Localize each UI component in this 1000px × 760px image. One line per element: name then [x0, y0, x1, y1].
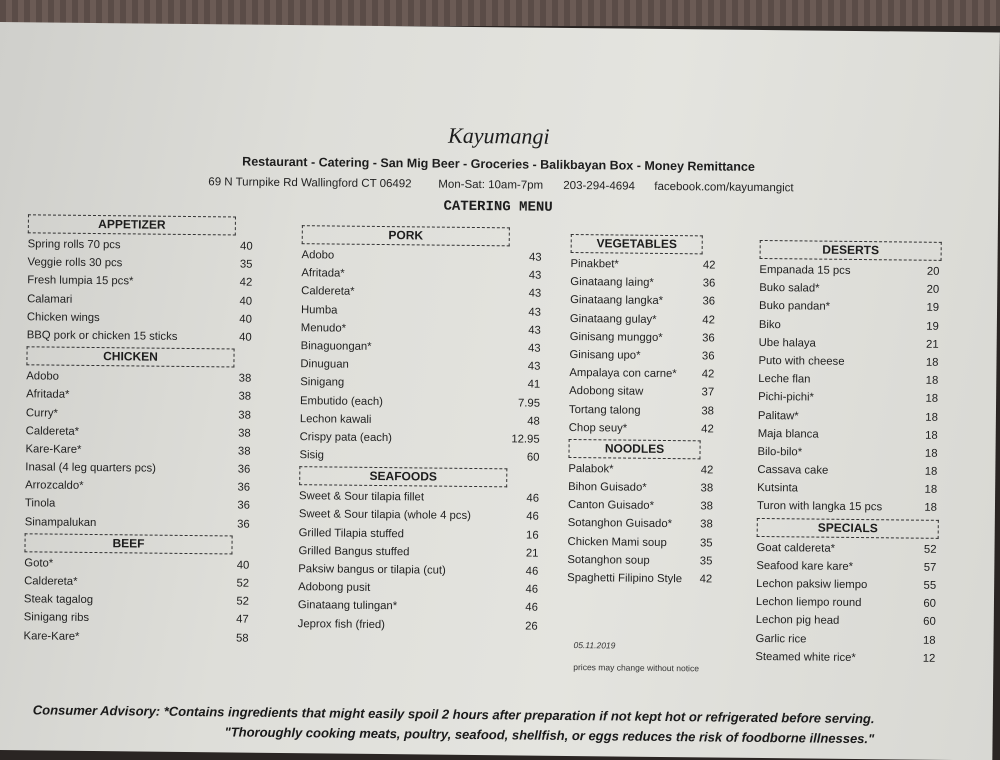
- menu-item-name: Sinigang: [300, 376, 345, 389]
- menu-item: [25, 495, 250, 516]
- menu-item-name: Ginisang munggo*: [569, 330, 663, 344]
- menu-item: [759, 334, 939, 354]
- catering-menu-title: CATERING MENU: [443, 198, 553, 216]
- menu-item-price: 38: [238, 427, 251, 440]
- menu-item: [28, 235, 253, 256]
- menu-item-name: Fresh lumpia 15 pcs*: [27, 274, 134, 288]
- menu-item-name: Pinakbet*: [570, 257, 619, 271]
- menu-item: [298, 615, 538, 636]
- menu-item-price: 19: [926, 302, 940, 315]
- menu-item-name: Buko salad*: [759, 282, 820, 295]
- menu-item: [299, 446, 539, 467]
- menu-item-name: Canton Guisado*: [567, 499, 655, 513]
- menu-item-name: Embutido (each): [299, 394, 384, 408]
- menu-item: [25, 458, 250, 479]
- menu-item-price: 43: [527, 342, 541, 355]
- menu-item-name: Sotanghon soup: [567, 553, 650, 567]
- menu-item-price: 48: [527, 415, 540, 428]
- menu-item-name: Goat caldereta*: [756, 541, 836, 555]
- menu-item-name: Ube halaya: [758, 336, 816, 350]
- menu-item-price: 42: [699, 573, 713, 586]
- address: 69 N Turnpike Rd Wallingford CT 06492: [208, 176, 412, 191]
- menu-column-2: [298, 223, 542, 635]
- menu-item-name: Seafood kare kare*: [756, 559, 854, 573]
- menu-item-price: 19: [926, 320, 939, 333]
- menu-item-name: Menudo*: [300, 321, 347, 335]
- menu-sheet: [0, 22, 1000, 760]
- menu-item-price: 7.95: [517, 396, 541, 410]
- menu-item-name: Afritada*: [26, 388, 70, 402]
- menu-item-price: 18: [924, 465, 938, 478]
- menu-item: [567, 569, 712, 589]
- menu-item: [569, 382, 714, 402]
- menu-item-price: 46: [526, 510, 539, 524]
- menu-item: [568, 496, 713, 516]
- menu-item-price: 37: [701, 386, 715, 399]
- menu-item-price: 18: [925, 356, 939, 369]
- menu-item-name: Bihon Guisado*: [568, 481, 647, 494]
- section-header-specials: SPECIALS: [757, 518, 939, 539]
- menu-item-price: 18: [925, 429, 938, 442]
- menu-item-price: 35: [699, 555, 713, 568]
- menu-item-price: 38: [237, 445, 251, 458]
- price-notice: prices may change without notice: [573, 662, 700, 674]
- menu-item-price: 52: [236, 577, 250, 590]
- section-header-deserts: DESERTS: [760, 240, 942, 261]
- menu-item-name: Adobong sitaw: [569, 385, 644, 399]
- menu-item-name: Tinola: [24, 497, 56, 511]
- restaurant-services: Restaurant - Catering - San Mig Beer - Groceries - Balikbayan Box - Money Remittance: [242, 154, 755, 174]
- menu-item: [568, 460, 713, 480]
- menu-item-price: 41: [527, 378, 541, 391]
- menu-item-name: Maja blanca: [757, 427, 819, 441]
- menu-item-price: 43: [527, 360, 541, 373]
- menu-item-price: 21: [926, 338, 939, 351]
- menu-item: [759, 261, 939, 281]
- menu-item: [26, 404, 251, 425]
- menu-item: [758, 370, 938, 390]
- menu-item-name: Kare-Kare*: [23, 629, 80, 643]
- menu-item-price: 47: [236, 613, 249, 627]
- menu-column-4: [755, 238, 939, 668]
- menu-item-name: Calamari: [27, 292, 73, 306]
- section-header-noodles: NOODLES: [568, 439, 700, 459]
- menu-item-name: Steamed white rice*: [755, 650, 856, 664]
- menu-item-name: Lechon liempo round: [755, 596, 862, 610]
- menu-item-price: 43: [528, 306, 542, 319]
- menu-item-price: 38: [238, 409, 251, 422]
- section-header-appetizer: APPETIZER: [28, 214, 236, 235]
- menu-item-name: Inasal (4 leg quarters pcs): [25, 461, 157, 475]
- menu-item-price: 18: [924, 502, 938, 515]
- menu-item: [27, 326, 252, 347]
- menu-item: [27, 290, 252, 311]
- menu-item-name: Veggie rolls 30 pcs: [27, 256, 123, 270]
- menu-item-price: 20: [926, 283, 940, 297]
- menu-item: [758, 352, 938, 372]
- menu-item-name: Spaghetti Filipino Style: [567, 571, 683, 586]
- menu-item-name: Caldereta*: [25, 424, 80, 438]
- menu-item-price: 52: [236, 595, 250, 608]
- menu-item: [26, 367, 251, 388]
- section-header-vegetables: VEGETABLES: [571, 234, 703, 254]
- menu-item: [26, 422, 251, 443]
- menu-item-price: 36: [237, 481, 251, 494]
- menu-item: [25, 440, 250, 461]
- menu-item-price: 38: [238, 372, 252, 385]
- menu-item-price: 18: [924, 447, 938, 460]
- menu-item-price: 42: [700, 464, 714, 477]
- menu-item-price: 40: [239, 313, 252, 326]
- menu-item-name: Dinuguan: [300, 358, 349, 371]
- menu-item: [757, 443, 937, 463]
- menu-item: [570, 255, 715, 275]
- menu-item-name: Sotanghon Guisado*: [567, 517, 673, 531]
- menu-item-name: Humba: [300, 303, 338, 317]
- menu-item-name: Paksiw bangus or tilapia (cut): [298, 563, 446, 577]
- menu-item: [757, 461, 937, 481]
- menu-item: [570, 291, 715, 311]
- menu-item-price: 60: [923, 597, 937, 611]
- menu-item-price: 60: [923, 616, 936, 629]
- menu-item-name: Lechon kawali: [299, 412, 372, 426]
- menu-item-price: 21: [525, 547, 539, 560]
- menu-item-name: Leche flan: [758, 373, 811, 386]
- menu-item-price: 38: [700, 500, 714, 513]
- menu-item-name: Ginataang laing*: [570, 276, 654, 290]
- menu-item-price: 36: [702, 295, 716, 308]
- menu-item-price: 26: [525, 620, 538, 633]
- menu-item-price: 36: [237, 463, 251, 476]
- menu-binding: [0, 0, 1000, 26]
- menu-item: [27, 308, 252, 329]
- menu-item-name: Empanada 15 pcs: [759, 263, 851, 277]
- menu-item-price: 52: [923, 543, 937, 556]
- menu-item-price: 18: [922, 634, 936, 647]
- menu-item-name: Kutsinta: [757, 482, 799, 495]
- menu-item-price: 36: [702, 332, 715, 345]
- menu-item-price: 35: [699, 536, 713, 550]
- menu-item-name: Buko pandan*: [759, 300, 831, 314]
- menu-item: [758, 388, 938, 408]
- menu-item-price: 12.95: [511, 433, 540, 446]
- menu-item-price: 57: [923, 561, 937, 574]
- menu-item: [756, 611, 936, 631]
- menu-item-name: Palabok*: [568, 462, 614, 476]
- menu-item-price: 42: [702, 259, 716, 272]
- menu-item-name: Goto*: [24, 557, 54, 570]
- menu-item: [757, 479, 937, 499]
- menu-item: [27, 253, 252, 274]
- menu-item-name: Caldereta*: [301, 285, 355, 299]
- menu-item-price: 36: [237, 518, 250, 531]
- menu-item: [570, 310, 715, 330]
- menu-item-price: 38: [700, 482, 714, 495]
- menu-item: [569, 400, 714, 420]
- menu-item-price: 18: [925, 393, 939, 406]
- menu-item-name: Puto with cheese: [758, 354, 845, 368]
- menu-item: [756, 575, 936, 595]
- phone: 203-294-4694: [563, 179, 635, 193]
- menu-item-price: 55: [923, 579, 937, 592]
- menu-column-1: [23, 212, 253, 647]
- menu-item-price: 43: [528, 269, 542, 282]
- menu-item-name: Turon with langka 15 pcs: [756, 500, 883, 514]
- menu-item-name: Chop seuy*: [568, 421, 628, 435]
- menu-item-name: Crispy pata (each): [299, 431, 393, 445]
- menu-item-name: Sinigang ribs: [23, 611, 90, 625]
- menu-item-name: Chicken Mami soup: [567, 535, 667, 549]
- menu-item: [569, 364, 714, 384]
- menu-item-price: 18: [924, 483, 938, 497]
- menu-item: [569, 419, 714, 439]
- menu-item-price: 18: [925, 411, 938, 424]
- menu-item-name: Arrozcaldo*: [25, 479, 84, 493]
- section-header-pork: PORK: [302, 225, 510, 246]
- menu-item: [759, 279, 939, 299]
- menu-item-price: 42: [702, 313, 715, 327]
- section-header-seafoods: SEAFOODS: [299, 466, 507, 487]
- menu-item: [756, 557, 936, 577]
- menu-item: [24, 572, 249, 593]
- menu-item-name: Binaguongan*: [300, 340, 372, 353]
- menu-item-name: Cassava cake: [757, 464, 829, 477]
- menu-item-price: 40: [240, 240, 253, 253]
- hours: Mon-Sat: 10am-7pm: [438, 178, 544, 192]
- menu-item-name: Bilo-bilo*: [757, 445, 803, 459]
- menu-item-price: 40: [236, 559, 250, 572]
- menu-item-price: 38: [238, 390, 252, 403]
- menu-item: [755, 630, 935, 650]
- menu-item-price: 40: [239, 295, 253, 308]
- menu-item-name: Ginataang gulay*: [569, 312, 657, 326]
- menu-item: [755, 648, 935, 668]
- menu-column-3: [567, 232, 716, 589]
- menu-item-price: 35: [239, 258, 253, 271]
- menu-item: [25, 513, 250, 534]
- menu-item-name: Caldereta*: [24, 575, 78, 588]
- menu-item-price: 46: [525, 565, 539, 578]
- menu-item: [568, 514, 713, 534]
- menu-item: [570, 273, 715, 293]
- menu-item-name: BBQ pork or chicken 15 sticks: [26, 329, 178, 343]
- menu-item: [758, 406, 938, 426]
- menu-item-price: 46: [525, 583, 539, 596]
- consumer-advisory-line-2: "Thoroughly cooking meats, poultry, seafood, shellfish, or eggs reduces the risk of foodborne illnesses.": [224, 724, 875, 747]
- menu-item-name: Jeprox fish (fried): [297, 617, 386, 631]
- menu-item: [25, 477, 250, 498]
- menu-item: [24, 609, 249, 630]
- menu-item-price: 60: [526, 451, 540, 464]
- menu-item-price: 36: [702, 277, 716, 290]
- menu-item-name: Chicken wings: [26, 311, 100, 324]
- menu-item-name: Ginisang upo*: [569, 348, 641, 362]
- menu-item-price: 38: [701, 404, 715, 417]
- menu-item-name: Ginataang langka*: [570, 294, 664, 308]
- menu-item-name: Curry*: [25, 406, 58, 420]
- menu-item-price: 46: [526, 492, 540, 505]
- menu-item: [756, 539, 936, 559]
- menu-item: [570, 328, 715, 348]
- menu-item-name: Sweet & Sour tilapia fillet: [298, 490, 425, 504]
- menu-item: [756, 593, 936, 613]
- menu-item: [24, 590, 249, 611]
- menu-item-name: Lechon pig head: [755, 614, 840, 628]
- menu-item-name: Pichi-pichi*: [758, 391, 815, 404]
- menu-item-name: Adobong pusit: [298, 581, 371, 595]
- menu-item-name: Ginataang tulingan*: [297, 599, 398, 613]
- facebook-link: facebook.com/kayumangict: [654, 180, 794, 195]
- menu-item-price: 42: [701, 423, 714, 436]
- menu-item-name: Sinampalukan: [24, 515, 97, 529]
- menu-item-name: Sweet & Sour tilapia (whole 4 pcs): [298, 508, 471, 523]
- menu-item: [567, 533, 712, 553]
- menu-date: 05.11.2019: [573, 640, 616, 651]
- menu-item-name: Sisig: [299, 449, 325, 462]
- menu-item-price: 58: [235, 632, 249, 645]
- menu-item-price: 43: [528, 324, 541, 337]
- menu-item-price: 42: [239, 276, 253, 290]
- menu-item-price: 16: [526, 529, 539, 542]
- menu-item-price: 36: [237, 499, 251, 513]
- menu-item-price: 12: [922, 652, 936, 665]
- section-header-chicken: CHICKEN: [26, 346, 234, 367]
- section-header-beef: BEEF: [24, 533, 232, 554]
- menu-item-price: 46: [525, 601, 538, 615]
- menu-item-name: Grilled Tilapia stuffed: [298, 526, 405, 540]
- menu-item-price: 43: [528, 287, 542, 301]
- menu-item: [757, 497, 937, 517]
- menu-item-name: Palitaw*: [757, 409, 799, 422]
- menu-item: [759, 297, 939, 317]
- consumer-advisory-line-1: Consumer Advisory: *Contains ingredients that might easily spoil 2 hours after preparation if not kept hot or refrigerated before serving.: [32, 702, 875, 727]
- menu-item-price: 43: [528, 251, 542, 264]
- menu-item-name: Garlic rice: [755, 632, 807, 646]
- menu-item-name: Adobo: [26, 370, 60, 383]
- menu-item: [568, 478, 713, 498]
- menu-item-price: 40: [239, 331, 252, 344]
- menu-item-price: 38: [700, 518, 713, 531]
- menu-item-name: Adobo: [301, 249, 335, 262]
- menu-item-name: Afritada*: [301, 267, 345, 280]
- menu-item-price: 20: [926, 265, 940, 278]
- restaurant-title: Kayumangi: [447, 122, 550, 149]
- menu-item-name: Kare-Kare*: [25, 443, 82, 456]
- menu-item: [759, 316, 939, 336]
- menu-item: [24, 554, 249, 575]
- menu-item-name: Ampalaya con carne*: [569, 367, 677, 381]
- menu-item-name: Steak tagalog: [23, 593, 94, 607]
- menu-item-price: 42: [701, 368, 715, 381]
- menu-item: [567, 551, 712, 571]
- menu-item: [23, 627, 248, 648]
- menu-item-name: Lechon paksiw liempo: [756, 577, 868, 592]
- menu-item: [758, 425, 938, 445]
- menu-item-price: 36: [701, 350, 715, 363]
- menu-item: [26, 386, 251, 407]
- menu-item-name: Spring rolls 70 pcs: [27, 238, 121, 252]
- menu-item: [27, 272, 252, 293]
- menu-item-name: Biko: [758, 318, 781, 331]
- menu-item-name: Tortang talong: [568, 403, 641, 417]
- menu-item-price: 18: [925, 374, 939, 387]
- menu-item-name: Grilled Bangus stuffed: [298, 544, 410, 559]
- menu-item: [569, 346, 714, 366]
